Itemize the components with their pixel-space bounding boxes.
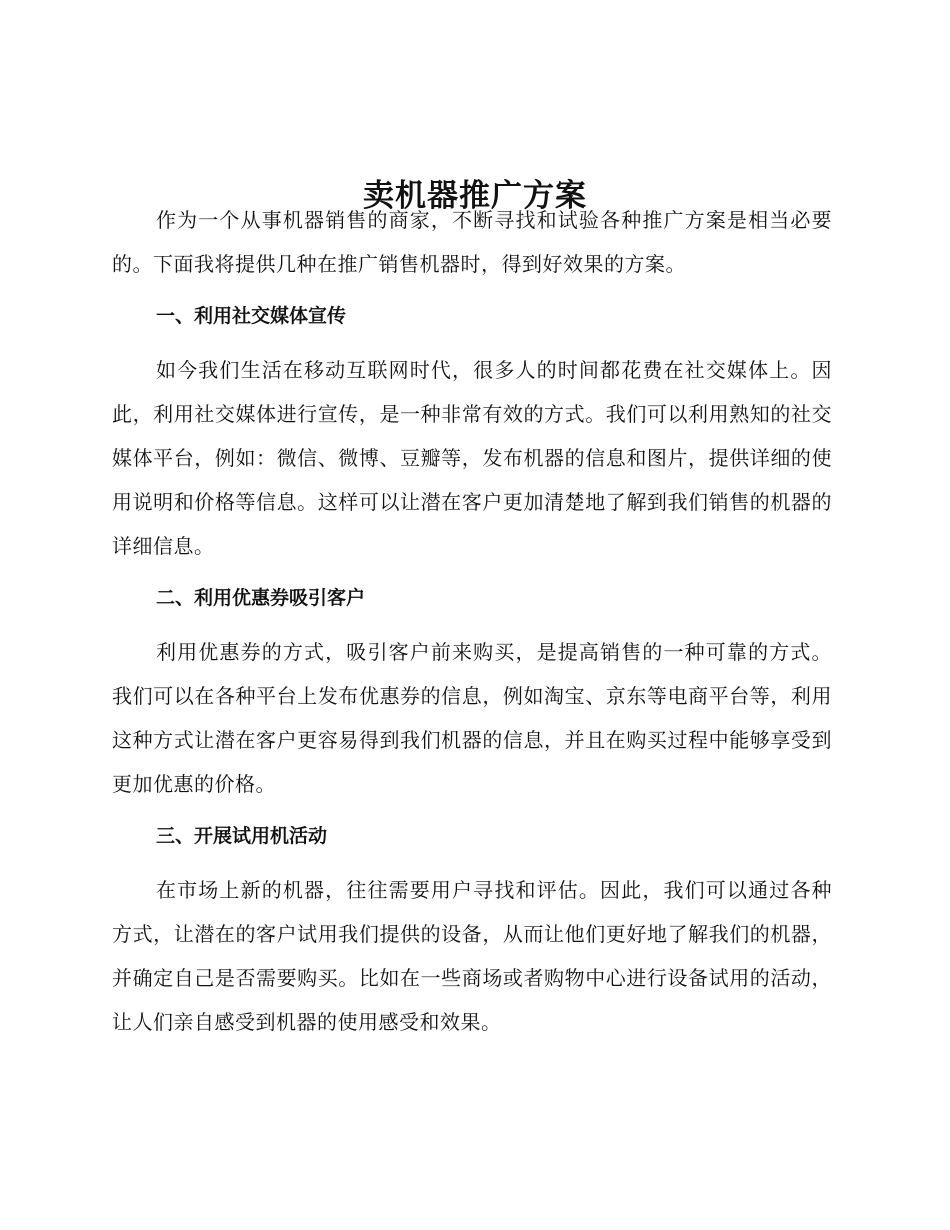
- document-title: 卖机器推广方案: [363, 177, 587, 214]
- intro-paragraph: 作为一个从事机器销售的商家，不断寻找和试验各种推广方案是相当必要的。下面我将提供几种在推广销售机器时，得到好效果的方案。: [112, 208, 832, 276]
- section-heading-trial: 三、开展试用机活动: [156, 825, 328, 847]
- section-body-social-media: 如今我们生活在移动互联网时代，很多人的时间都花费在社交媒体上。因此，利用社交媒体进行宣传，是一种非常有效的方式。我们可以利用熟知的社交媒体平台，例如：微信、微博、豆瓣等，发布机器的信息和图片，提供详细的使用说明和价格等信息。这样可以让潜在客户更加清楚地了解到我们销售的机器的详细信息。: [112, 358, 832, 558]
- section-heading-coupons: 二、利用优惠券吸引客户: [156, 587, 366, 609]
- section-heading-social-media: 一、利用社交媒体宣传: [156, 305, 347, 327]
- section-body-trial: 在市场上新的机器，往往需要用户寻找和评估。因此，我们可以通过各种方式，让潜在的客户试用我们提供的设备，从而让他们更好地了解我们的机器，并确定自己是否需要购买。比如在一些商场或者购物中心进行设备试用的活动，让人们亲自感受到机器的使用感受和效果。: [112, 878, 832, 1034]
- document-body: [112, 198, 832, 1044]
- section-body-coupons: 利用优惠券的方式，吸引客户前来购买，是提高销售的一种可靠的方式。我们可以在各种平台上发布优惠券的信息，例如淘宝、京东等电商平台等，利用这种方式让潜在客户更容易得到我们机器的信息，并且在购买过程中能够享受到更加优惠的价格。: [112, 640, 832, 796]
